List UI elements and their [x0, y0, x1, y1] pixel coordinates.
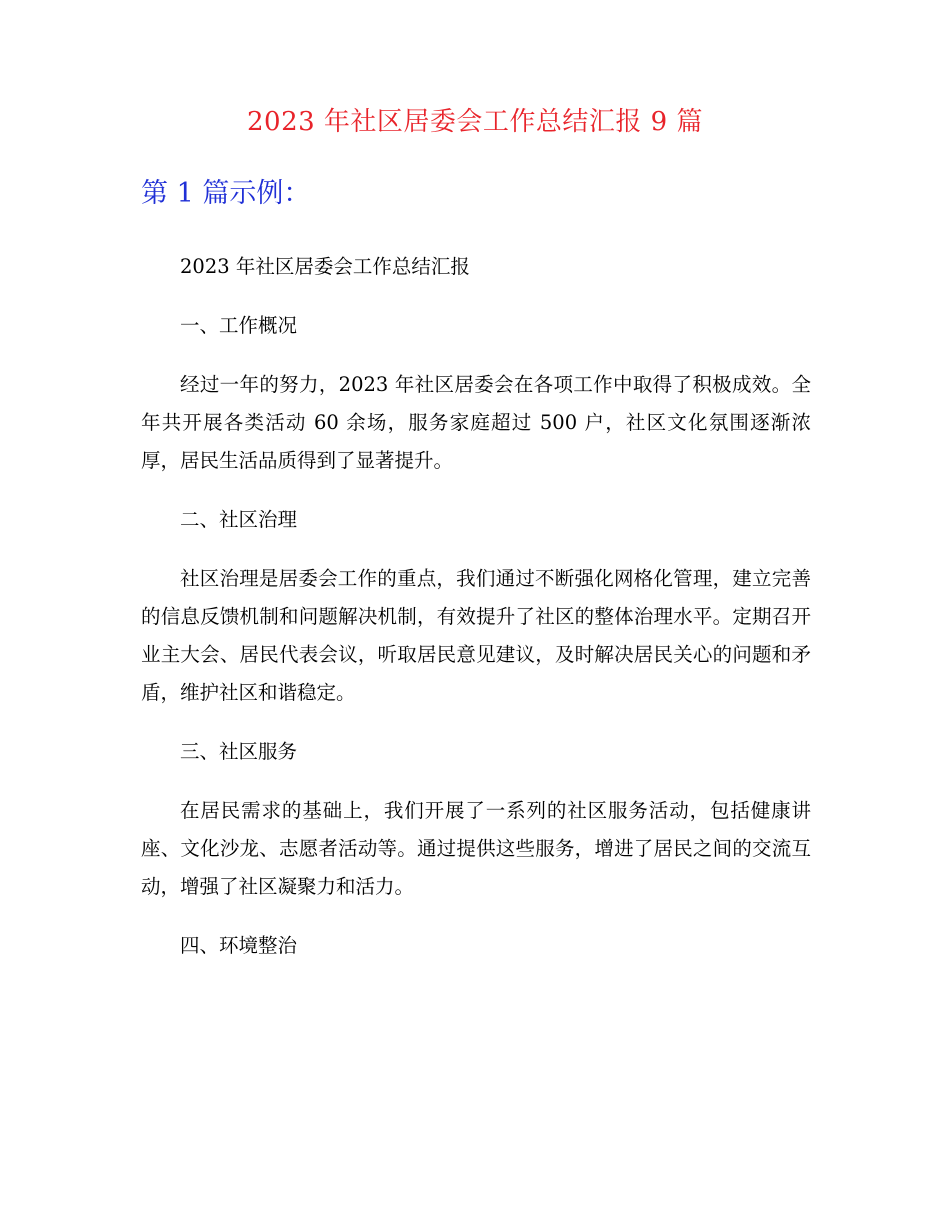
section-heading-services: 三、社区服务 — [180, 740, 298, 763]
paragraph-services: 在居民需求的基础上，我们开展了一系列的社区服务活动，包括健康讲座、文化沙龙、志愿者活动等。通过提供这些服务，增进了居民之间的交流互动，增强了社区凝聚力和活力。 — [141, 799, 811, 898]
example-heading: 第 1 篇示例： — [141, 178, 311, 209]
section-heading-overview: 一、工作概况 — [180, 314, 298, 337]
document-title: 2023 年社区居委会工作总结汇报 9 篇 — [246, 107, 703, 137]
paragraph-governance: 社区治理是居委会工作的重点，我们通过不断强化网格化管理，建立完善的信息反馈机制和问题解决机制，有效提升了社区的整体治理水平。定期召开业主大会、居民代表会议，听取居民意见建议，及时解决居民关心的问题和矛盾，维护社区和谐稳定。 — [141, 567, 811, 704]
report-subtitle: 2023 年社区居委会工作总结汇报 — [180, 255, 470, 278]
section-heading-environment: 四、环境整治 — [180, 934, 298, 957]
document-body — [141, 248, 811, 986]
section-heading-governance: 二、社区治理 — [180, 508, 298, 531]
paragraph-overview: 经过一年的努力，2023 年社区居委会在各项工作中取得了积极成效。全年共开展各类活动 60 余场，服务家庭超过 500 户，社区文化氛围逐渐浓厚，居民生活品质得到了显著提升。 — [141, 373, 811, 472]
